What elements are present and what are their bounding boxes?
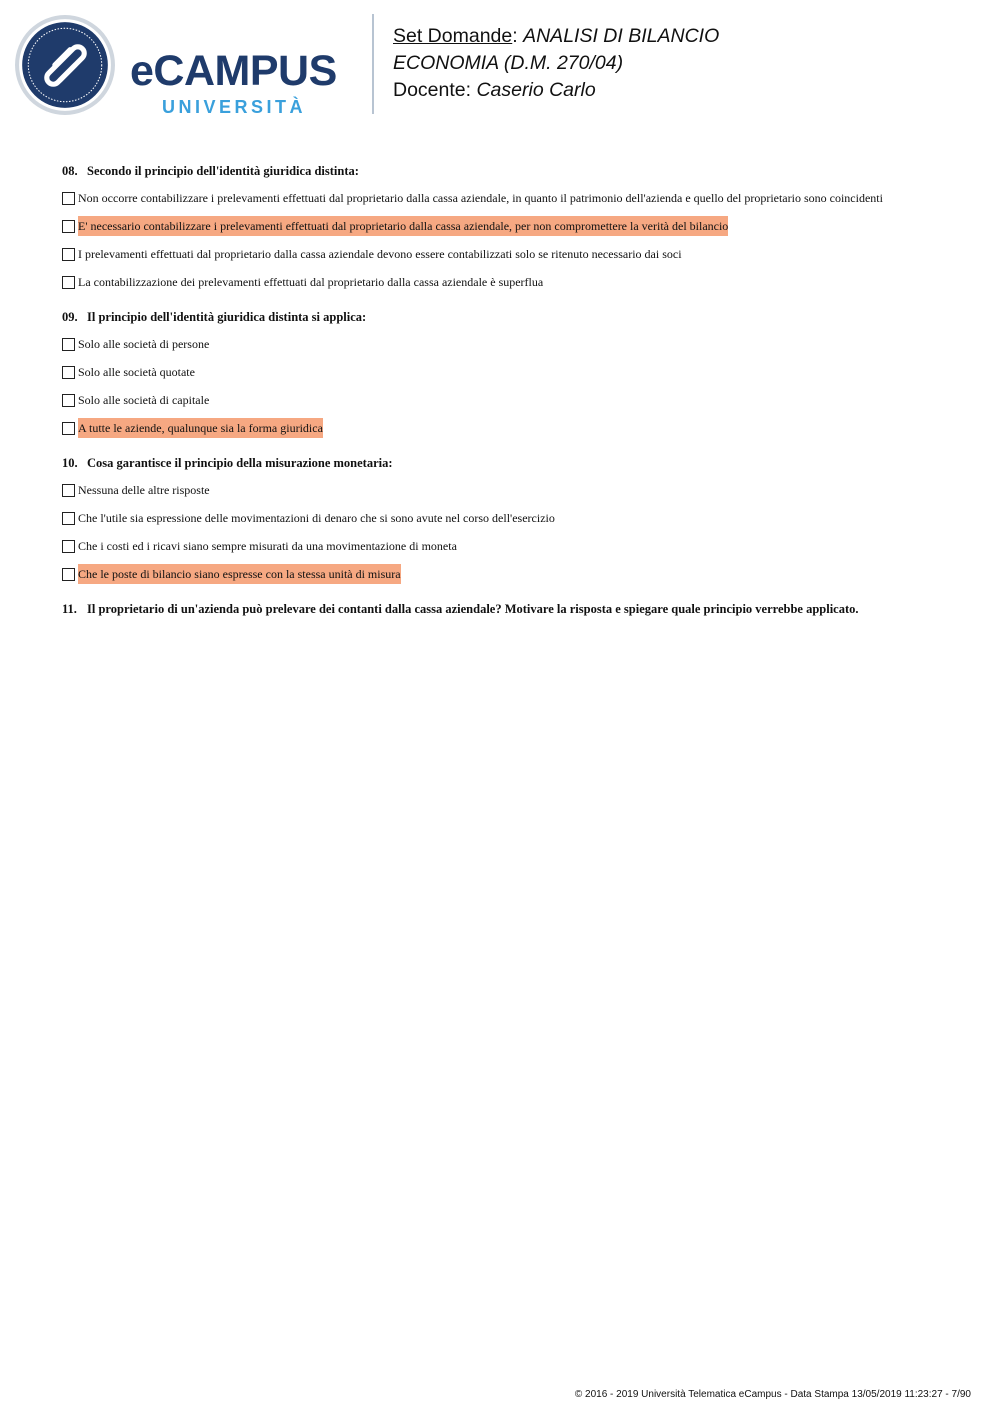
set-line xyxy=(393,23,719,50)
question-number: 09. xyxy=(62,310,78,324)
question-text: Il principio dell'identità giuridica distinta si applica: xyxy=(87,310,367,324)
question-08 xyxy=(62,163,962,292)
question-11 xyxy=(62,601,962,617)
header-divider xyxy=(372,14,374,114)
answer-option-correct[interactable] xyxy=(62,216,962,236)
document-header xyxy=(393,23,719,104)
answer-text: Nessuna delle altre risposte xyxy=(78,483,210,497)
question-list xyxy=(62,163,962,634)
answer-option[interactable] xyxy=(62,334,962,354)
answer-checkbox[interactable] xyxy=(62,366,75,379)
teacher-name: Caserio Carlo xyxy=(476,79,596,101)
answer-checkbox[interactable] xyxy=(62,192,75,205)
answer-text: Che le poste di bilancio siano espresse con la stessa unità di misura xyxy=(78,564,401,584)
answer-checkbox[interactable] xyxy=(62,338,75,351)
question-number: 08. xyxy=(62,164,78,178)
answer-option[interactable] xyxy=(62,244,962,264)
answer-option[interactable] xyxy=(62,536,962,556)
answer-checkbox[interactable] xyxy=(62,276,75,289)
answer-checkbox[interactable] xyxy=(62,220,75,233)
question-title xyxy=(62,163,962,179)
question-09 xyxy=(62,309,962,438)
answer-checkbox[interactable] xyxy=(62,394,75,407)
question-number: 10. xyxy=(62,456,78,470)
university-seal-icon xyxy=(14,14,116,116)
answer-option[interactable] xyxy=(62,480,962,500)
answer-text: A tutte le aziende, qualunque sia la forma giuridica xyxy=(78,418,323,438)
question-title xyxy=(62,455,962,471)
answer-option[interactable] xyxy=(62,188,962,208)
teacher-line xyxy=(393,77,719,104)
set-separator: : xyxy=(512,25,524,47)
answer-text: Non occorre contabilizzare i prelevamenti effettuati dal proprietario dalla cassa aziendale, in quanto il patrimonio dell'azienda e quello del proprietario sono coincidenti xyxy=(78,191,883,205)
answer-text: E' necessario contabilizzare i prelevamenti effettuati dal proprietario dalla cassa aziendale, per non compromettere la verità del bilancio xyxy=(78,216,728,236)
answer-checkbox[interactable] xyxy=(62,248,75,261)
answer-checkbox[interactable] xyxy=(62,422,75,435)
brand-name: eCAMPUS xyxy=(130,47,337,95)
question-text: Il proprietario di un'azienda può prelevare dei contanti dalla cassa aziendale? Motivare la risposta e spiegare quale principio verrebbe applicato. xyxy=(87,602,859,616)
answer-checkbox[interactable] xyxy=(62,512,75,525)
answer-text: Solo alle società quotate xyxy=(78,365,195,379)
question-text: Cosa garantisce il principio della misurazione monetaria: xyxy=(87,456,393,470)
answer-checkbox[interactable] xyxy=(62,568,75,581)
answer-option[interactable] xyxy=(62,508,962,528)
answer-option[interactable] xyxy=(62,362,962,382)
answer-text: Solo alle società di persone xyxy=(78,337,210,351)
answer-option-correct[interactable] xyxy=(62,418,962,438)
course-line-2: ECONOMIA (D.M. 270/04) xyxy=(393,52,624,74)
answer-text: I prelevamenti effettuati dal proprietario dalla cassa aziendale devono essere contabilizzati solo se ritenuto necessario dai soci xyxy=(78,247,682,261)
answer-checkbox[interactable] xyxy=(62,484,75,497)
ecampus-logo xyxy=(14,14,364,118)
set-label: Set Domande xyxy=(393,25,513,47)
question-title xyxy=(62,601,962,617)
question-text: Secondo il principio dell'identità giuridica distinta: xyxy=(87,164,359,178)
course-line-1: ANALISI DI BILANCIO xyxy=(523,25,720,47)
question-number: 11. xyxy=(62,602,77,616)
answer-option[interactable] xyxy=(62,272,962,292)
answer-text: Solo alle società di capitale xyxy=(78,393,210,407)
question-10 xyxy=(62,455,962,584)
teacher-label: Docente: xyxy=(393,79,477,101)
answer-text: Che i costi ed i ricavi siano sempre misurati da una movimentazione di moneta xyxy=(78,539,457,553)
answer-option[interactable] xyxy=(62,390,962,410)
answer-text: La contabilizzazione dei prelevamenti effettuati dal proprietario dalla cassa aziendale è superflua xyxy=(78,275,544,289)
brand-subtitle: UNIVERSITÀ xyxy=(162,97,307,117)
page-footer: © 2016 - 2019 Università Telematica eCampus - Data Stampa 13/05/2019 11:23:27 - 7/90 xyxy=(574,1389,971,1400)
answer-option-correct[interactable] xyxy=(62,564,962,584)
question-title xyxy=(62,309,962,325)
answer-text: Che l'utile sia espressione delle movimentazioni di denaro che si sono avute nel corso dell'esercizio xyxy=(78,511,555,525)
answer-checkbox[interactable] xyxy=(62,540,75,553)
